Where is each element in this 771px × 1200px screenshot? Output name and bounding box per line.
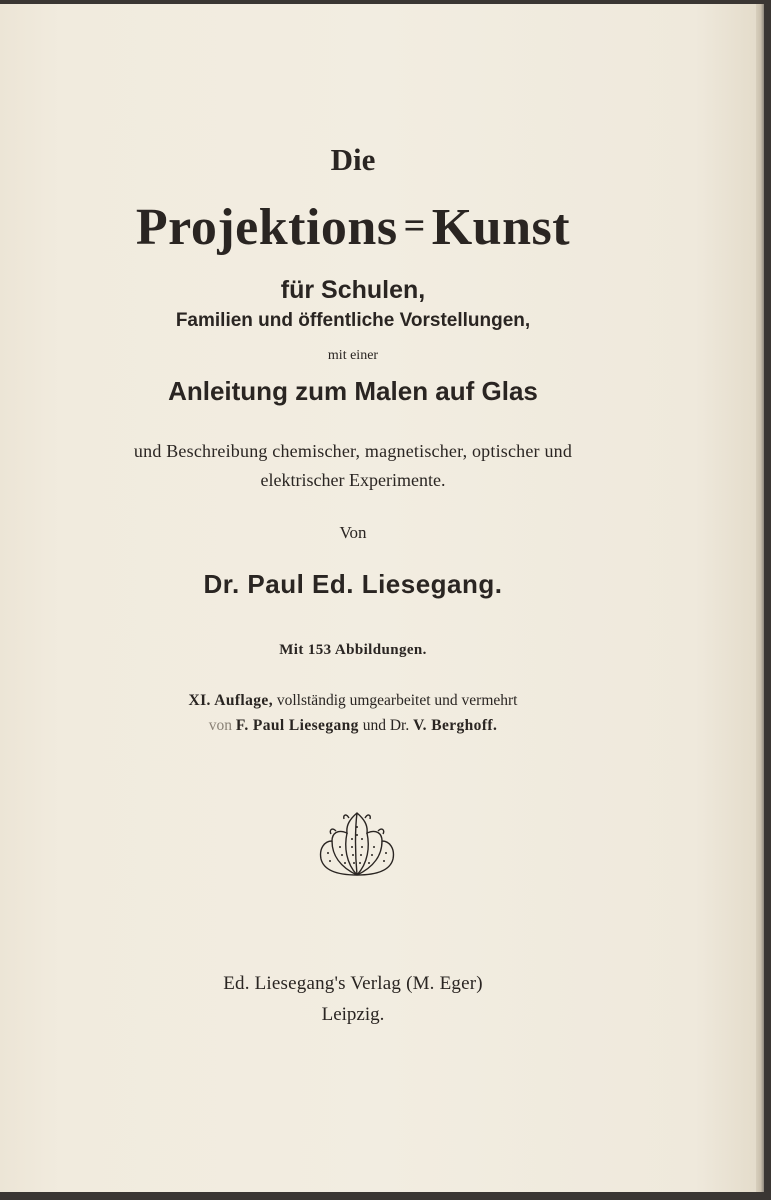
main-title-part2: Kunst xyxy=(431,199,571,256)
title-article: Die xyxy=(330,142,376,177)
editors-and: und Dr. xyxy=(362,717,410,734)
subtitle-line-2: Familien und öffentliche Vorstellungen, xyxy=(175,310,531,331)
publisher: Ed. Liesegang's Verlag (M. Eger) xyxy=(223,973,483,994)
flower-vase-ornament-icon xyxy=(316,809,398,879)
connector-text: mit einer xyxy=(327,348,379,363)
main-title xyxy=(0,198,706,257)
editor-1: F. Paul Liesegang xyxy=(235,717,359,734)
publisher-city: Leipzig. xyxy=(321,1004,385,1025)
by-label: Von xyxy=(339,523,367,542)
edition-line xyxy=(0,692,706,710)
editors-prefix: von xyxy=(208,717,233,734)
title-hyphen: = xyxy=(403,205,426,247)
editor-2: V. Berghoff. xyxy=(413,717,498,734)
page-edge xyxy=(756,4,764,1192)
title-page xyxy=(0,4,756,1192)
illustrations-note: Mit 153 Abbildungen. xyxy=(279,642,427,658)
subtitle-line-3: Anleitung zum Malen auf Glas xyxy=(168,376,538,406)
editors-line xyxy=(0,717,706,735)
main-title-part1: Projektions xyxy=(135,199,398,256)
description-line-2: elektrischer Experimente. xyxy=(260,470,446,490)
edition-text: vollständig umgearbeitet und vermehrt xyxy=(276,692,518,709)
description-line-1: und Beschreibung chemischer, magnetischer, optischer und xyxy=(133,441,573,461)
edition-label: XI. Auflage, xyxy=(188,692,273,709)
subtitle-line-1: für Schulen, xyxy=(280,276,426,304)
author-name: Dr. Paul Ed. Liesegang. xyxy=(203,569,503,599)
